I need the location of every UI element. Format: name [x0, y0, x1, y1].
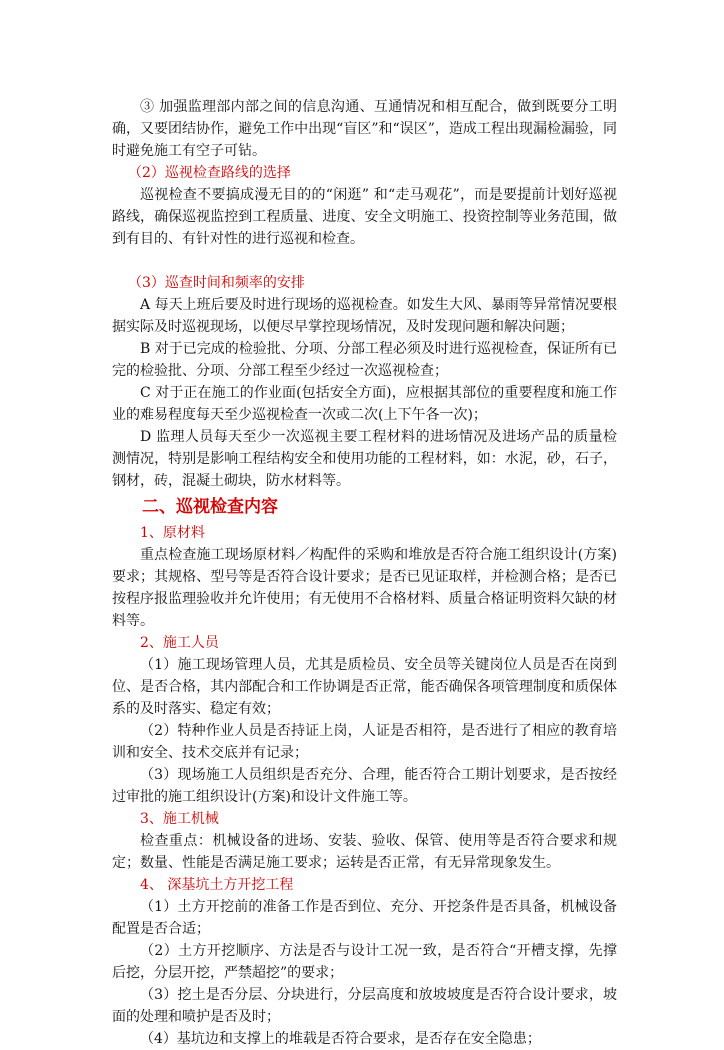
paragraph-excavation-1: （1）土方开挖前的准备工作是否到位、充分、开挖条件是否具备，机械设备配置是否合适； — [112, 899, 617, 937]
paragraph-machinery: 检查重点：机械设备的进场、安装、验收、保管、使用等是否符合要求和规定；数量、性能是否满足施工要求；运转是否正常，有无异常现象发生。 — [112, 833, 617, 871]
paragraph-route: 巡视检查不要搞成漫无目的的“闲逛” 和“走马观花”，而是要提前计划好巡视路线，确保巡视监控到工程质量、进度、安全文明施工、投资控制等业务范围，做到有目的、有针对性的进行巡视和检查。 — [112, 187, 617, 247]
paragraph-excavation-3: （3）挖土是否分层、分块进行，分层高度和放坡坡度是否符合设计要求，坡面的处理和喷护是否及时； — [112, 987, 617, 1025]
paragraph-materials: 重点检查施工现场原材料／构配件的采购和堆放是否符合施工组织设计(方案)要求；其规格、型号等是否符合设计要求；是否已见证取样，并检测合格；是否已按程序报监理验收并允许使用；有无使用不合格材料、质量合格证明资料欠缺的材料等。 — [112, 547, 617, 629]
item-a: A 每天上班后要及时进行现场的巡视检查。如发生大风、暴雨等异常情况要根据实际及时巡视现场，以便尽早掌控现场情况，及时发现问题和解决问题； — [112, 297, 617, 335]
subheading-excavation: 4、 深基坑土方开挖工程 — [140, 877, 294, 893]
section-heading-inspection-content: 二、巡视检查内容 — [142, 497, 278, 517]
item-d: D 监理人员每天至少一次巡视主要工程材料的进场情况及进场产品的质量检测情况，特别是影响工程结构安全和使用功能的工程材料，如：水泥，砂，石子，钢材，砖，混凝土砌块，防水材料等。 — [112, 429, 617, 489]
subheading-frequency: （3）巡查时间和频率的安排 — [128, 275, 305, 291]
paragraph-coordination: ③ 加强监理部内部之间的信息沟通、互通情况和相互配合，做到既要分工明确，又要团结协作，避免工作中出现“盲区”和“误区”，造成工程出现漏检漏验，同时避免施工有空子可钻。 — [112, 99, 617, 159]
item-b: B 对于已完成的检验批、分项、分部工程必须及时进行巡视检查，保证所有已完的检验批、分项、分部工程至少经过一次巡视检查； — [112, 341, 617, 379]
subheading-machinery: 3、施工机械 — [140, 811, 219, 827]
paragraph-personnel-2: （2）特种作业人员是否持证上岗，人证是否相符，是否进行了相应的教育培训和安全、技术交底并有记录； — [112, 723, 617, 761]
subheading-materials: 1、原材料 — [140, 525, 205, 541]
document-page — [112, 96, 617, 1050]
item-c: C 对于正在施工的作业面(包括安全方面)，应根据其部位的重要程度和施工作业的难易程度每天至少巡视检查一次或二次(上下午各一次)； — [112, 385, 617, 423]
subheading-route: （2）巡视检查路线的选择 — [128, 165, 291, 181]
paragraph-excavation-4: （4）基坑边和支撑上的堆载是否符合要求，是否存在安全隐患； — [140, 1031, 541, 1047]
paragraph-excavation-2: （2）土方开挖顺序、方法是否与设计工况一致，是否符合“开槽支撑，先撑后挖，分层开挖，严禁超挖”的要求； — [112, 943, 617, 981]
paragraph-personnel-3: （3）现场施工人员组织是否充分、合理，能否符合工期计划要求，是否按经过审批的施工组织设计(方案)和设计文件施工等。 — [112, 767, 617, 805]
paragraph-personnel-1: （1）施工现场管理人员，尤其是质检员、安全员等关键岗位人员是否在岗到位、是否合格，其内部配合和工作协调是否正常，能否确保各项管理制度和质保体系的及时落实、稳定有效； — [112, 657, 617, 717]
subheading-personnel: 2、施工人员 — [140, 635, 219, 651]
spacer — [112, 250, 617, 272]
